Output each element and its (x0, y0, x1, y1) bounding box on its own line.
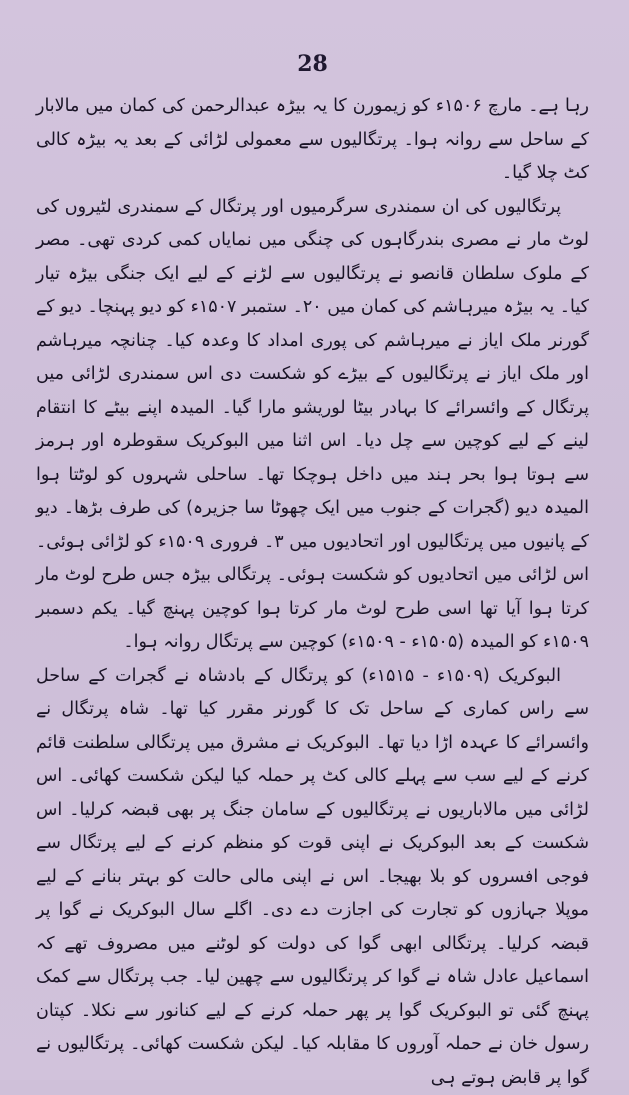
paragraph-2: پرتگالیوں کی ان سمندری سرگرمیوں اور پرتگال کے سمندری لٹیروں کی لوٹ مار نے مصری بندرگاہوں کی چنگی میں نمایاں کمی کردی تھی۔ مصر کے ملوک سلطان قانصو نے پرتگالیوں سے لڑنے کے لیے ایک جنگی بیڑہ تیار کیا۔ یہ بیڑہ میرہاشم کی کمان میں ۲۰۔ ستمبر ۱۵۰۷ء کو دیو پہنچا۔ دیو کے گورنر ملک ایاز نے میرہاشم کی پوری امداد کا وعدہ کیا۔ چنانچہ میرہاشم اور ملک ایاز نے پرتگالیوں کے بیڑے کو شکست دی اس سمندری لڑائی میں پرتگال کے وائسرائے کا بہادر بیٹا لوریشو مارا گیا۔ المیدہ اپنے بیٹے کا انتقام لینے کے لیے کوچین سے چل دیا۔ اس اثنا میں البوکریک سقوطرہ اور ہرمز سے ہوتا ہوا بحر ہند میں داخل ہوچکا تھا۔ ساحلی شہروں کو لوٹتا ہوا المیدہ دیو (گجرات کے جنوب میں ایک چھوٹا سا جزیرہ) کی طرف بڑھا۔ دیو کے پانیوں میں پرتگالیوں اور اتحادیوں میں ۳۔ فروری ۱۵۰۹ء کو لڑائی ہوئی۔ اس لڑائی میں اتحادیوں کو شکست ہوئی۔ پرتگالی بیڑہ جس طرح لوٹ مار کرتا ہوا آیا تھا اسی طرح لوٹ مار کرتا ہوا کوچین پہنچ گیا۔ یکم دسمبر ۱۵۰۹ء کو المیدہ (۱۵۰۵ء - ۱۵۰۹ء) کوچین سے پرتگال روانہ ہوا۔ (36, 191, 589, 660)
page-number: 28 (36, 50, 589, 78)
body-text (36, 90, 589, 1095)
paragraph-3: البوکریک (۱۵۰۹ء - ۱۵۱۵ء) کو پرتگال کے بادشاہ نے گجرات کے ساحل سے راس کماری کے ساحل تک کا گورنر مقرر کیا تھا۔ شاہ پرتگال نے وائسرائے کا عہدہ اڑا دیا تھا۔ البوکریک نے مشرق میں پرتگالی سلطنت قائم کرنے کے لیے سب سے پہلے کالی کٹ پر حملہ کیا لیکن شکست کھائی۔ اس لڑائی میں مالاباریوں نے پرتگالیوں کے سامان جنگ پر بھی قبضہ کرلیا۔ اس شکست کے بعد البوکریک نے اپنی قوت کو منظم کرنے کے لیے پرتگال سے فوجی افسروں کو بلا بھیجا۔ اس نے اپنی مالی حالت کو بہتر بنانے کے لیے موپلا جہازوں کو تجارت کی اجازت دے دی۔ اگلے سال البوکریک نے گوا پر قبضہ کرلیا۔ پرتگالی ابھی گوا کی دولت کو لوٹنے میں مصروف تھے کہ اسماعیل عادل شاہ نے گوا کر پرتگالیوں سے چھین لیا۔ جب پرتگال سے کمک پہنچ گئی تو البوکریک گوا پر پھر حملہ کرنے کے لیے کنانور سے نکلا۔ کپتان رسول خان نے حملہ آوروں کا مقابلہ کیا۔ لیکن شکست کھائی۔ پرتگالیوں نے گوا پر قابض ہوتے ہی (36, 660, 589, 1095)
paragraph-1: رہا ہے۔ مارچ ۱۵۰۶ء کو زیمورن کا یہ بیڑہ عبدالرحمن کی کمان میں مالابار کے ساحل سے روانہ ہوا۔ پرتگالیوں سے معمولی لڑائی کے بعد یہ بیڑہ کالی کٹ چلا گیا۔ (36, 90, 589, 191)
